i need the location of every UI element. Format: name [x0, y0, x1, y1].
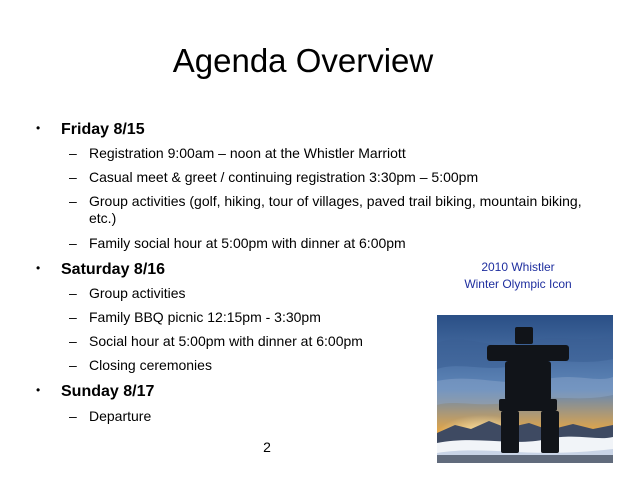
dash-icon: – [69, 145, 77, 161]
dash-icon: – [69, 285, 77, 301]
dash-icon: – [69, 309, 77, 325]
day-heading: Friday 8/15 [61, 121, 145, 138]
agenda-item-text: Departure [89, 408, 152, 424]
day-heading: Saturday 8/16 [61, 261, 166, 278]
agenda-item [69, 193, 609, 227]
slide-title: Agenda Overview [172, 42, 434, 79]
dash-icon: – [69, 408, 77, 424]
bullet-icon: • [36, 261, 41, 275]
bullet-icon: • [36, 121, 41, 135]
photo-caption-line: Winter Olympic Icon [464, 277, 572, 291]
agenda-item [69, 357, 409, 374]
agenda-item [69, 169, 609, 186]
agenda-item-text: Casual meet & greet / continuing registration 3:30pm – 5:00pm [89, 169, 479, 185]
photo-caption [436, 259, 600, 293]
inukshuk-photo [437, 315, 613, 463]
agenda-item-text: Social hour at 5:00pm with dinner at 6:00pm [89, 333, 363, 349]
agenda-item-text: Group activities [89, 285, 186, 301]
agenda-item [69, 235, 609, 252]
photo-footer-strip [437, 455, 613, 463]
agenda-item [69, 408, 409, 425]
agenda-item [69, 333, 409, 350]
dash-icon: – [69, 193, 77, 209]
agenda-item-text: Closing ceremonies [89, 357, 212, 373]
day-heading: Sunday 8/17 [61, 383, 155, 400]
agenda-item-text: Family social hour at 5:00pm with dinner at 6:00pm [89, 235, 406, 251]
dash-icon: – [69, 235, 77, 251]
agenda-item-text: Group activities (golf, hiking, tour of villages, paved trail biking, mountain biking, etc.) [89, 193, 582, 226]
agenda-item [69, 285, 409, 302]
photo-caption-line: 2010 Whistler [481, 260, 555, 274]
bullet-icon: • [36, 383, 41, 397]
page-number: 2 [263, 439, 271, 455]
agenda-item-text: Registration 9:00am – noon at the Whistler Marriott [89, 145, 406, 161]
dash-icon: – [69, 169, 77, 185]
agenda-item [69, 309, 409, 326]
dash-icon: – [69, 357, 77, 373]
dash-icon: – [69, 333, 77, 349]
agenda-item-text: Family BBQ picnic 12:15pm - 3:30pm [89, 309, 321, 325]
agenda-item [69, 145, 609, 162]
